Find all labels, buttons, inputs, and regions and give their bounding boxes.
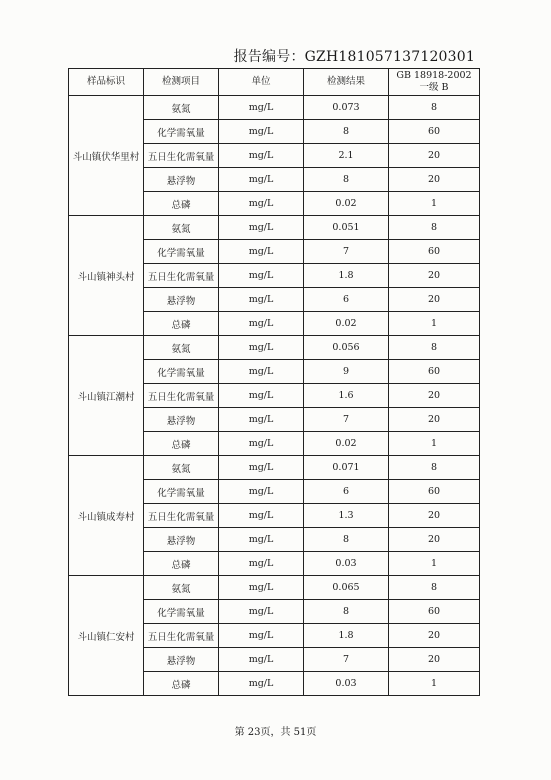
result-cell: 8 <box>304 120 389 144</box>
standard-cell: 1 <box>389 432 480 456</box>
item-cell: 悬浮物 <box>144 528 219 552</box>
unit-cell: mg/L <box>219 360 304 384</box>
result-cell: 9 <box>304 360 389 384</box>
item-cell: 五日生化需氧量 <box>144 144 219 168</box>
result-cell: 0.02 <box>304 192 389 216</box>
item-cell: 化学需氧量 <box>144 240 219 264</box>
table-body <box>69 96 480 696</box>
table-row <box>69 576 480 600</box>
result-cell: 7 <box>304 648 389 672</box>
standard-cell: 20 <box>389 384 480 408</box>
item-cell: 氨氮 <box>144 216 219 240</box>
item-cell: 总磷 <box>144 312 219 336</box>
unit-cell: mg/L <box>219 168 304 192</box>
header-item: 检测项目 <box>144 69 219 96</box>
header-unit: 单位 <box>219 69 304 96</box>
unit-cell: mg/L <box>219 264 304 288</box>
result-cell: 8 <box>304 168 389 192</box>
result-cell: 0.071 <box>304 456 389 480</box>
standard-cell: 20 <box>389 144 480 168</box>
item-cell: 五日生化需氧量 <box>144 624 219 648</box>
item-cell: 五日生化需氧量 <box>144 264 219 288</box>
table-row <box>69 456 480 480</box>
unit-cell: mg/L <box>219 144 304 168</box>
item-cell: 总磷 <box>144 432 219 456</box>
result-cell: 6 <box>304 480 389 504</box>
result-cell: 1.3 <box>304 504 389 528</box>
report-number: 报告编号：GZH181057137120301 <box>233 49 475 65</box>
item-cell: 悬浮物 <box>144 168 219 192</box>
page-footer: 第 23页，共 51页 <box>234 727 317 738</box>
unit-cell: mg/L <box>219 336 304 360</box>
standard-cell: 60 <box>389 240 480 264</box>
item-cell: 悬浮物 <box>144 648 219 672</box>
unit-cell: mg/L <box>219 216 304 240</box>
standard-cell: 8 <box>389 96 480 120</box>
standard-cell: 1 <box>389 552 480 576</box>
unit-cell: mg/L <box>219 600 304 624</box>
header-standard-line2: 一级 B <box>419 82 449 93</box>
standard-cell: 8 <box>389 576 480 600</box>
result-cell: 8 <box>304 528 389 552</box>
item-cell: 悬浮物 <box>144 408 219 432</box>
item-cell: 总磷 <box>144 552 219 576</box>
sample-id-cell: 斗山镇江潮村 <box>69 336 144 456</box>
standard-cell: 20 <box>389 504 480 528</box>
item-cell: 氨氮 <box>144 336 219 360</box>
result-cell: 1.8 <box>304 264 389 288</box>
result-cell: 6 <box>304 288 389 312</box>
item-cell: 化学需氧量 <box>144 120 219 144</box>
item-cell: 化学需氧量 <box>144 600 219 624</box>
table-header-row <box>69 69 480 96</box>
sample-id-cell: 斗山镇仁安村 <box>69 576 144 696</box>
result-cell: 0.02 <box>304 312 389 336</box>
result-cell: 0.051 <box>304 216 389 240</box>
result-cell: 0.073 <box>304 96 389 120</box>
unit-cell: mg/L <box>219 408 304 432</box>
table-row <box>69 96 480 120</box>
unit-cell: mg/L <box>219 672 304 696</box>
standard-cell: 60 <box>389 600 480 624</box>
result-cell: 0.03 <box>304 672 389 696</box>
unit-cell: mg/L <box>219 432 304 456</box>
result-cell: 2.1 <box>304 144 389 168</box>
item-cell: 悬浮物 <box>144 288 219 312</box>
sample-id-cell: 斗山镇伏华里村 <box>69 96 144 216</box>
standard-cell: 1 <box>389 312 480 336</box>
result-cell: 0.056 <box>304 336 389 360</box>
standard-cell: 20 <box>389 624 480 648</box>
result-cell: 0.065 <box>304 576 389 600</box>
standard-cell: 60 <box>389 360 480 384</box>
header-standard-line1: GB 18918-2002 <box>396 70 472 81</box>
header-sample: 样品标识 <box>69 69 144 96</box>
standard-cell: 20 <box>389 648 480 672</box>
item-cell: 五日生化需氧量 <box>144 384 219 408</box>
item-cell: 总磷 <box>144 192 219 216</box>
standard-cell: 8 <box>389 456 480 480</box>
item-cell: 总磷 <box>144 672 219 696</box>
unit-cell: mg/L <box>219 288 304 312</box>
item-cell: 五日生化需氧量 <box>144 504 219 528</box>
unit-cell: mg/L <box>219 384 304 408</box>
standard-cell: 1 <box>389 672 480 696</box>
header-standard <box>389 69 480 96</box>
unit-cell: mg/L <box>219 528 304 552</box>
unit-cell: mg/L <box>219 552 304 576</box>
standard-cell: 20 <box>389 288 480 312</box>
result-cell: 7 <box>304 408 389 432</box>
result-cell: 0.02 <box>304 432 389 456</box>
standard-cell: 20 <box>389 528 480 552</box>
standard-cell: 1 <box>389 192 480 216</box>
table-row <box>69 216 480 240</box>
header-result: 检测结果 <box>304 69 389 96</box>
unit-cell: mg/L <box>219 504 304 528</box>
standard-cell: 60 <box>389 120 480 144</box>
table-row <box>69 336 480 360</box>
result-cell: 0.03 <box>304 552 389 576</box>
unit-cell: mg/L <box>219 576 304 600</box>
standard-cell: 20 <box>389 168 480 192</box>
standard-cell: 8 <box>389 336 480 360</box>
unit-cell: mg/L <box>219 480 304 504</box>
unit-cell: mg/L <box>219 192 304 216</box>
sample-id-cell: 斗山镇神头村 <box>69 216 144 336</box>
standard-cell: 8 <box>389 216 480 240</box>
item-cell: 化学需氧量 <box>144 480 219 504</box>
unit-cell: mg/L <box>219 120 304 144</box>
result-cell: 7 <box>304 240 389 264</box>
result-cell: 8 <box>304 600 389 624</box>
standard-cell: 60 <box>389 480 480 504</box>
sample-id-cell: 斗山镇成寿村 <box>69 456 144 576</box>
unit-cell: mg/L <box>219 96 304 120</box>
standard-cell: 20 <box>389 408 480 432</box>
item-cell: 化学需氧量 <box>144 360 219 384</box>
test-results-table <box>68 68 480 696</box>
unit-cell: mg/L <box>219 624 304 648</box>
result-cell: 1.8 <box>304 624 389 648</box>
unit-cell: mg/L <box>219 648 304 672</box>
result-cell: 1.6 <box>304 384 389 408</box>
item-cell: 氨氮 <box>144 576 219 600</box>
item-cell: 氨氮 <box>144 96 219 120</box>
unit-cell: mg/L <box>219 312 304 336</box>
unit-cell: mg/L <box>219 456 304 480</box>
unit-cell: mg/L <box>219 240 304 264</box>
item-cell: 氨氮 <box>144 456 219 480</box>
standard-cell: 20 <box>389 264 480 288</box>
